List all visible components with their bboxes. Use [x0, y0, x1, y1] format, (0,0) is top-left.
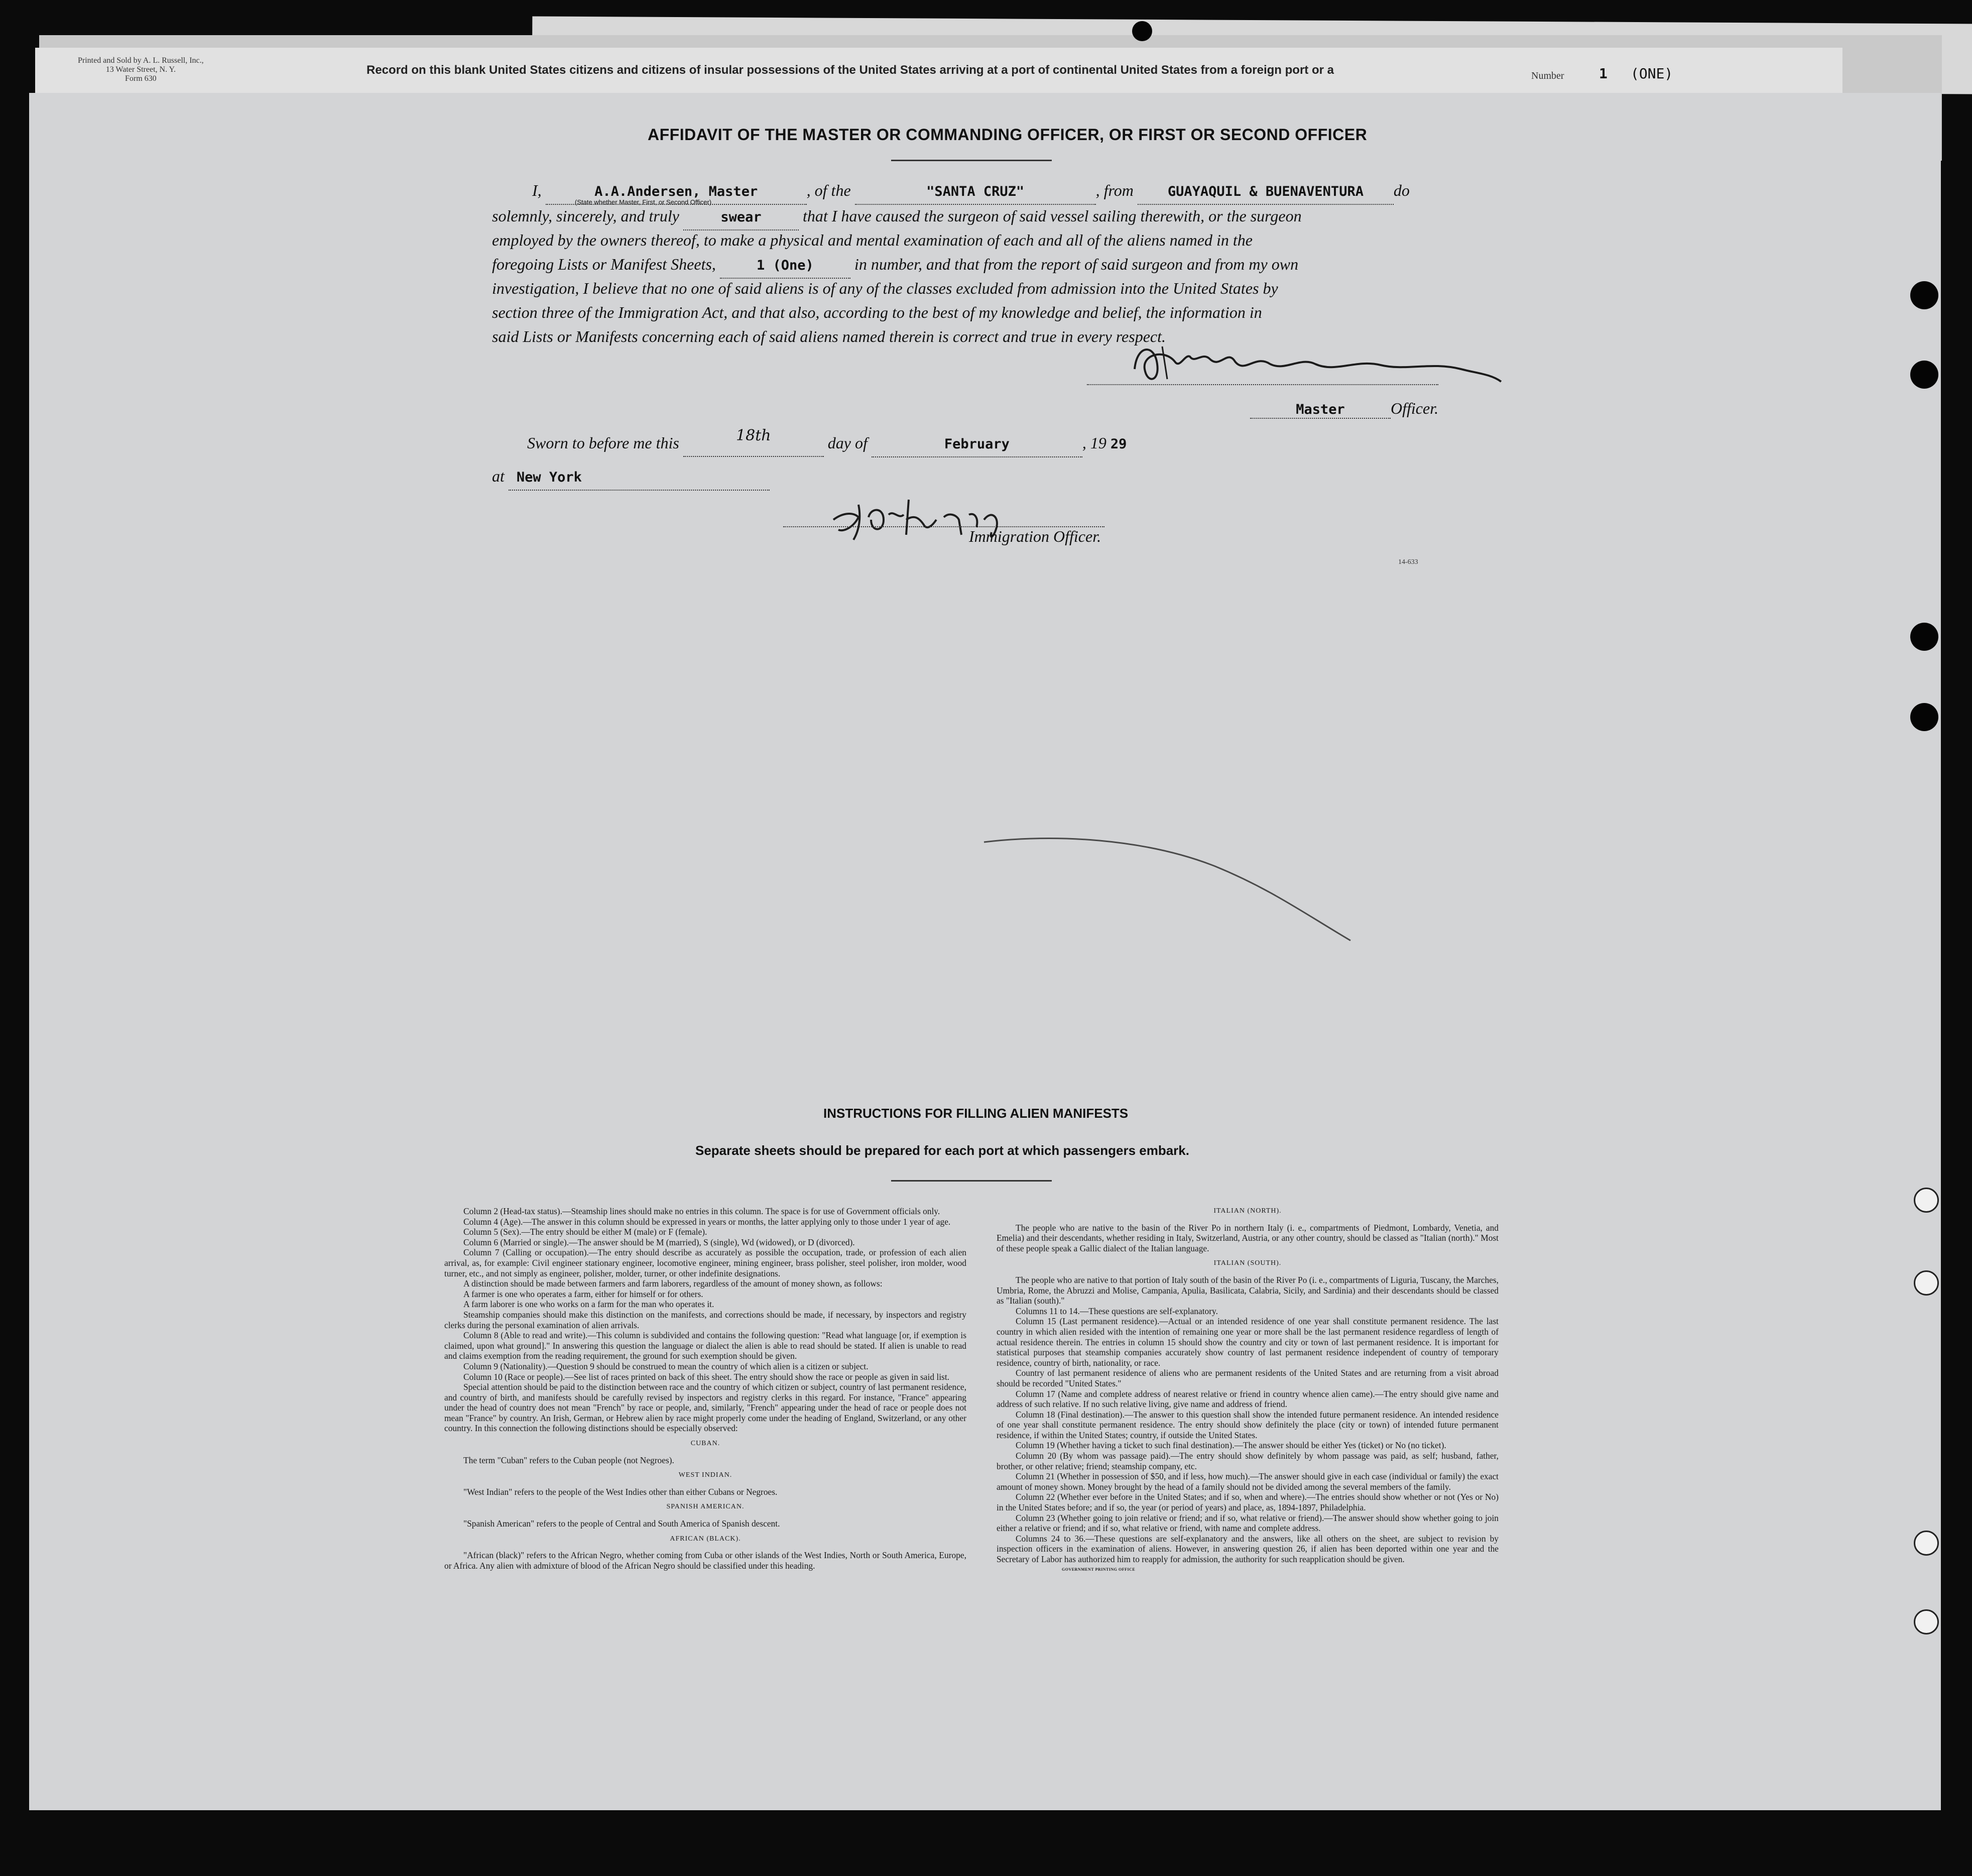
port-from: GUAYAQUIL & BUENAVENTURA [1167, 184, 1364, 199]
instruction-paragraph: Column 15 (Last permanent residence).—Actual or an intended residence of one year shall constitute permanent residence. The last country in which alien resided with the intention of remaining one year or more shall be the last permanent residence regardless of length of actual residence therein. The entries in column 15 should show the country and city or town of last permanent residence. It is important for statistical purposes that steamship companies accurately show country of last permanent residence independent of country of temporary residence, country of birth, nationality, or race. [997, 1316, 1499, 1368]
section-heading: SPANISH AMERICAN. [666, 1503, 745, 1511]
section-heading: AFRICAN (BLACK). [670, 1535, 741, 1543]
text: that I have caused the surgeon of said vessel sailing therewith, or the surgeon [802, 207, 1302, 225]
affidavit-line-2 [492, 204, 1302, 230]
affidavit-line-5: investigation, I believe that no one of said aliens is of any of the classes excluded from admission into the United States by [492, 279, 1278, 297]
text: foregoing Lists or Manifest Sheets, [492, 255, 716, 273]
text: do [1393, 181, 1410, 199]
affidavit-title: AFFIDAVIT OF THE MASTER OR COMMANDING OFFICER, OR FIRST OR SECOND OFFICER [648, 126, 1368, 144]
instruction-paragraph: Column 22 (Whether ever before in the United States; and if so, when and where).—The entries should show whether or not (Yes or No) in the United States before; and if so, the year (or period of years) and place, as, 1894-1897, Philadelphia. [997, 1492, 1499, 1513]
number-label: Number [1531, 70, 1564, 81]
instruction-paragraph: Column 18 (Final destination).—The answer to this question shall show the intended future permanent residence. An intended residence of one year shall constitute permanent residence. The entry should show definitely the place (city or town) of intended future permanent residence, if within the United States; country, if outside the United States. [997, 1409, 1499, 1440]
vessel-field [855, 178, 1096, 205]
instruction-paragraph: Column 9 (Nationality).—Question 9 should be construed to mean the country of which alien is a citizen or subject. [463, 1361, 869, 1371]
record-instruction-line: Record on this blank United States citizens and citizens of insular possessions of the United States arriving at a port of continental United States from a foreign port or a [366, 63, 1334, 77]
printer-line: Printed and Sold by A. L. Russell, Inc., [78, 56, 204, 65]
state-note: (State whether Master, First, or Second Officer) [575, 198, 712, 206]
section-heading: CUBAN. [690, 1440, 720, 1448]
instruction-paragraph: Column 5 (Sex).—The entry should be either M (male) or F (female). [463, 1227, 707, 1237]
place-field [509, 464, 770, 491]
punch-hole [1914, 1270, 1939, 1296]
affidavit-line-4 [492, 252, 1298, 279]
instruction-paragraph: A distinction should be made between farmers and farm laborers, regardless of the amount of money shown, as follows: [463, 1278, 883, 1289]
instructions-subtitle: Separate sheets should be prepared for each port at which passengers embark. [695, 1143, 1189, 1158]
instructions-right-column [997, 1206, 1499, 1575]
text: solemnly, sincerely, and truly [492, 207, 679, 225]
affidavit-line-7: said Lists or Manifests concerning each of said aliens named therein is correct and true in every respect. [492, 327, 1166, 345]
instructions-left-column [444, 1206, 966, 1571]
form-code: 14-633 [1398, 558, 1418, 566]
punch-hole [1910, 623, 1938, 651]
day-field [683, 427, 824, 457]
sheets-field [720, 252, 850, 279]
instruction-paragraph: Special attention should be paid to the distinction between race and the country of which citizen or subject, country of last permanent residence, and country of birth, and manifests should be carefully revised by inspectors and registry clerks in this regard. For instance, "France" appearing under the head of country does not mean "French" by race or people, and, similarly, "French" appearing under the head of race or people does not mean "France" by country. An Irish, German, or Hebrew alien by race might properly come under the heading of England, Switzerland, or any other country. In this connection the following distinctions should be especially observed: [444, 1382, 966, 1434]
printer-address: 13 Water Street, N. Y. [105, 65, 176, 74]
instruction-paragraph: The people who are native to the basin of the River Po in northern Italy (i. e., compartments of Piedmont, Lombardy, Venetia, and Emelia) and their descendants, whether residing in Italy, Switzerland, Austria, or any other country, should be classed as "Italian (north)." Most of these people speak a Gallic dialect of the Italian language. [997, 1222, 1499, 1253]
punch-hole [1910, 281, 1938, 309]
text: Sworn to before me this [527, 434, 679, 452]
affidavit-line-3: employed by the owners thereof, to make a physical and mental examination of each and all of the aliens named in the [492, 231, 1253, 249]
text: I, [532, 181, 542, 199]
instruction-paragraph: Column 8 (Able to read and write).—This column is subdivided and contains the following question: "Read what language [or, if exemption is claimed, upon what ground]." In answering this question the language or dialect the alien is able to read should be stated. If alien is unable to read and claims exemption from the reading requirement, the ground for such exemption should be given. [444, 1330, 966, 1361]
month-field [872, 431, 1082, 457]
sworn-year: 29 [1110, 436, 1127, 452]
sworn-month: February [944, 436, 1010, 452]
section-heading: WEST INDIAN. [678, 1471, 732, 1479]
officer-label: Officer. [1391, 399, 1439, 417]
instruction-paragraph: A farm laborer is one who works on a farm for the man who operates it. [463, 1299, 714, 1310]
instruction-paragraph: Column 21 (Whether in possession of $50, and if less, how much).—The answer should give in each case (individual or family) the exact amount of money shown. Money brought by the head of a family should not be divided among the several members of the family. [997, 1471, 1499, 1492]
instructions-title: INSTRUCTIONS FOR FILLING ALIEN MANIFESTS [823, 1106, 1129, 1121]
immigration-officer-label: Immigration Officer. [969, 527, 1101, 545]
punch-hole [1910, 703, 1938, 731]
instruction-paragraph: The people who are native to that portion of Italy south of the basin of the River Po (i. e., compartments of Liguria, Tuscany, the Marches, Umbria, Rome, the Abruzzi and Molise, Campania, Apulia, Basilicata, Calabria, Sicily, and Sardinia) and their descendants should be classed as "Italian (south)." [997, 1274, 1499, 1306]
instruction-paragraph: Column 2 (Head-tax status).—Steamship lines should make no entries in this column. The space is for use of Government officials only. [463, 1206, 940, 1216]
instruction-paragraph: The term "Cuban" refers to the Cuban people (not Negroes). [463, 1455, 674, 1465]
place-line [492, 464, 770, 491]
port-from-field [1138, 178, 1394, 205]
punch-hole [1910, 361, 1938, 389]
oath-word: swear [720, 209, 762, 225]
sworn-line [527, 427, 1127, 457]
text: in number, and that from the report of said surgeon and from my own [854, 255, 1299, 273]
number-value: 1 [1599, 65, 1608, 82]
instruction-paragraph: A farmer is one who operates a farm, either for himself or for others. [463, 1288, 703, 1299]
manifest-page [29, 93, 1941, 1810]
instruction-paragraph: Column 17 (Name and complete address of nearest relative or friend in country whence alien came).—The entry should give name and address of such relative. If no such relative living, give name and address of friend. [997, 1388, 1499, 1410]
officer-rank-row [1250, 399, 1438, 419]
instruction-paragraph: Column 20 (By whom was passage paid).—The entry should show definitely by whom passage was paid, as self; husband, father, brother, or other relative; friend; steamship company, etc. [997, 1451, 1499, 1471]
sworn-day: 18th [736, 427, 771, 444]
instruction-paragraph: Country of last permanent residence of aliens who are permanent residents of the United States and are returning from a visit abroad should be recorded "United States." [997, 1368, 1499, 1388]
text: , 19 [1082, 434, 1106, 452]
punch-hole [1914, 1531, 1939, 1556]
instruction-paragraph: Columns 11 to 14.—These questions are self-explanatory. [1016, 1306, 1218, 1316]
gpo-imprint: GOVERNMENT PRINTING OFFICE [1062, 1567, 1136, 1572]
instruction-paragraph: Column 19 (Whether having a ticket to such final destination).—The answer should be either Yes (ticket) or No (no ticket). [1016, 1440, 1446, 1451]
binding-notch [1132, 21, 1152, 41]
instruction-paragraph: Steamship companies should make this distinction on the manifests, and corrections should be made, if necessary, by inspectors and registry clerks during the personal examination of alien arrivals. [444, 1309, 966, 1330]
section-heading: ITALIAN (SOUTH). [1213, 1259, 1282, 1267]
instruction-paragraph: "West Indian" refers to the people of the West Indies other than either Cubans or Negroes. [463, 1486, 778, 1497]
master-signature [1120, 334, 1516, 394]
rank-field [1250, 399, 1391, 419]
divider [891, 160, 1052, 161]
punch-hole [1914, 1188, 1939, 1213]
oath-field [683, 204, 799, 230]
section-heading: ITALIAN (NORTH). [1213, 1207, 1282, 1215]
instruction-paragraph: Columns 24 to 36.—These questions are self-explanatory and the answers, like all others on the sheet, are subject to revision by inspection officers in the examination of aliens. However, in answering question 26, if alien has been deported within one year and the Secretary of Labor has authorized him to reapply for admission, the authority for such reapplication should be given. [997, 1533, 1499, 1564]
instruction-paragraph: Column 7 (Calling or occupation).—The entry should describe as accurately as possible the occupation, trade, or profession of each alien arrival, as, for example: Civil engineer stationary engineer, locomotive engineer, mining engineer, brass polisher, steel polisher, iron molder, wood turner, etc., and not simply as engineer, polisher, molder, turner, or other indefinite designations. [444, 1247, 966, 1278]
form-number: Form 630 [125, 74, 157, 83]
text: at [492, 467, 505, 485]
instruction-paragraph: "Spanish American" refers to the people of Central and South America of Spanish descent. [463, 1518, 780, 1529]
text: , of the [806, 181, 851, 199]
punch-hole [1914, 1609, 1939, 1634]
instruction-paragraph: Column 4 (Age).—The answer in this column should be expressed in years or months, the latter applying only to those under 1 year of age. [463, 1216, 951, 1227]
vessel-name: "SANTA CRUZ" [926, 184, 1025, 199]
instruction-paragraph: Column 10 (Race or people).—See list of races printed on back of this sheet. The entry should show the race or people as given in said list. [463, 1371, 949, 1382]
instruction-paragraph: "African (black)" refers to the African Negro, whether coming from Cuba or other islands of the West Indies, North or South America, Europe, or Africa. Any alien with admixture of blood of the African Negro should be classified under this heading. [444, 1550, 966, 1571]
text: day of [827, 434, 868, 452]
number-words: (ONE) [1631, 65, 1673, 82]
pencil-stroke [979, 831, 1361, 947]
officer-name: A.A.Andersen, Master [594, 184, 758, 199]
instruction-paragraph: Column 6 (Married or single).—The answer should be M (married), S (single), Wd (widowed), or D (divorced). [463, 1237, 855, 1247]
instruction-paragraph: Column 23 (Whether going to join relative or friend; and if so, what relative or friend).—The answer should show whether going to join either a relative or friend; and if so, what relative or friend, with name and complete address. [997, 1512, 1499, 1534]
divider [891, 1180, 1052, 1182]
sworn-place: New York [516, 470, 582, 485]
affidavit-line-6: section three of the Immigration Act, and that also, according to the best of my knowledge and belief, the information in [492, 303, 1262, 321]
officer-rank: Master [1296, 402, 1345, 417]
text: , from [1095, 181, 1134, 199]
signature-line [1087, 384, 1438, 385]
printer-imprint [78, 56, 204, 83]
sheet-count: 1 (One) [757, 258, 814, 273]
